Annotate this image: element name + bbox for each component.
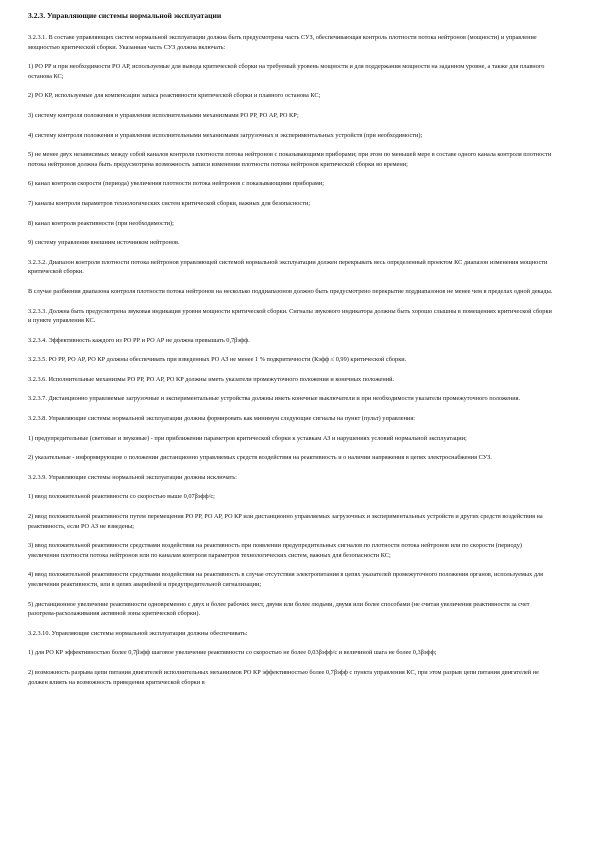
list-item: 9) систему управления внешним источником нейтронов. bbox=[28, 239, 180, 247]
section-heading: 3.2.3. Управляющие системы нормальной эксплуатации bbox=[28, 11, 222, 20]
list-item: 8) канал контроля реактивности (при необходимости); bbox=[28, 219, 174, 227]
list-item: 2) РО КР, используемые для компенсации запаса реактивности критической сборки и плавного останова КС; bbox=[28, 92, 321, 100]
paragraph: 3.2.3.7. Дистанционно управляемые загрузочные и экспериментальные устройства должны иметь конечные выключатели и при необходимости указатели промежуточного положения. bbox=[28, 395, 521, 403]
list-item: 4) систему контроля положения и управления исполнительными механизмами загрузочных и экспериментальных устройств (при необходимости); bbox=[28, 131, 423, 139]
paragraph: 3.2.3.8. Управляющие системы нормальной эксплуатации должны формировать как минимум следующие сигналы на пункт (пульт) управления: bbox=[28, 415, 415, 423]
paragraph: 3.2.3.2. Диапазон контроля плотности потока нейтронов управляющей системой нормальной эксплуатации должен перекрывать весь определенный проектом КС диапазон изменения мощности критической сборки. bbox=[28, 258, 548, 276]
document-page bbox=[28, 10, 553, 697]
list-item: 3) ввод положительной реактивности средствами воздействия на реактивность при появлении предупредительных сигналов по плотности потока нейтронов или по скорости (периоду) увеличения плотности потока нейтронов или по каналам контроля параметров технологических систем, важных для безопасности КС; bbox=[28, 542, 522, 559]
paragraph: 3.2.3.5. РО РР, РО АР, РО КР должны обеспечивать при взведенных РО АЗ не менее 1 % подкритичности (Кэфф ≤ 0,99) критической сборки. bbox=[28, 356, 407, 364]
list-item: 1) предупредительные (световые и звуковые) - при приближении параметров критической сборки к уставкам АЗ и нарушениях условий нормальной эксплуатации; bbox=[28, 434, 467, 442]
list-item: 2) возможность разрыва цепи питания двигателей исполнительных механизмов РО КР эффективностью более 0,7βэфф с пункта управления КС, при этом разрыв цепи питания двигателей не должен влиять на возможность приведения критической сборки в bbox=[28, 668, 539, 686]
list-item: 5) не менее двух независимых между собой каналов контроля плотности потока нейтронов с показывающими приборами; при этом по меньшей мере в составе одного канала контроля плотности потока нейтронов должна быть предусмотрена возможность записи изменения плотности потока нейтронов критической сборки во времени; bbox=[28, 151, 552, 168]
list-item: 1) ввод положительной реактивности со скоростью выше 0,07βэфф/с; bbox=[28, 493, 215, 501]
list-item: 2) указательные - информирующие о положении дистанционно управляемых средств воздействия на реактивность и о наличии напряжения в цепях электроснабжения СУЗ. bbox=[28, 454, 492, 462]
paragraph: 3.2.3.4. Эффективность каждого из РО РР и РО АР не должна превышать 0,7βэфф. bbox=[28, 336, 250, 344]
list-item: 4) ввод положительной реактивности средствами воздействия на реактивность в случае отсутствия электропитания в цепях указателей промежуточного положения органов, используемых для увеличения реактивности, или в цепях аварийной и предупредительной сигнализации; bbox=[28, 571, 544, 588]
list-item: 5) дистанционное увеличение реактивности одновременно с двух и более рабочих мест, двумя или более людьми, двумя или более способами (не считая увеличения реактивности за счет разогрева-расхолаживания активной зоны критической сборки). bbox=[28, 600, 530, 618]
list-item: 1) для РО КР эффективностью более 0,7βэфф шаговое увеличение реактивности со скоростью не более 0,03βэфф/с и величиной шага не более 0,3βэфф; bbox=[28, 649, 437, 657]
paragraph: В случае разбиения диапазона контроля плотности потока нейтронов на несколько поддиапазонов должно быть предусмотрено перекрытие поддиапазонов не менее чем в пределах одной декады. bbox=[28, 287, 553, 295]
list-item: 7) каналы контроля параметров технологических систем критической сборки, важных для безопасности; bbox=[28, 199, 311, 207]
document-body bbox=[28, 33, 553, 687]
list-item: 3) систему контроля положения и управления исполнительными механизмами РО РР, РО АР, РО КР; bbox=[28, 111, 299, 119]
list-item: 6) канал контроля скорости (периода) увеличения плотности потока нейтронов с показывающими приборами; bbox=[28, 180, 325, 188]
paragraph: 3.2.3.9. Управляющие системы нормальной эксплуатации должны исключать: bbox=[28, 473, 237, 481]
paragraph: 3.2.3.1. В составе управляющих систем нормальной эксплуатации должна быть предусмотрена часть СУЗ, обеспечивающая контроль плотности потока нейтронов (мощности) и управление мощностью критической сборки. Указанная часть СУЗ должна включать: bbox=[28, 34, 537, 51]
list-item: 1) РО РР и при необходимости РО АР, используемые для вывода критической сборки на требуемый уровень мощности и для поддержания мощности на заданном уровне, а также для плавного останова КС; bbox=[28, 63, 545, 80]
paragraph: 3.2.3.10. Управляющие системы нормальной эксплуатации должны обеспечивать: bbox=[28, 629, 248, 637]
list-item: 2) ввод положительной реактивности путем перемещения РО РР, РО АР, РО КР или дистанционно управляемых загрузочных и экспериментальных устройств и других средств воздействия на реактивность, если РО АЗ не взведены; bbox=[28, 513, 543, 530]
paragraph: 3.2.3.6. Исполнительные механизмы РО РР, РО АР, РО КР должны иметь указатели промежуточного положения и конечных положений. bbox=[28, 375, 395, 383]
paragraph: 3.2.3.3. Должна быть предусмотрена звуковая индикация уровня мощности критической сборки. Сигналы звукового индикатора должны быть хорошо слышны в помещениях критической сборки и пункте управления КС. bbox=[28, 307, 552, 325]
